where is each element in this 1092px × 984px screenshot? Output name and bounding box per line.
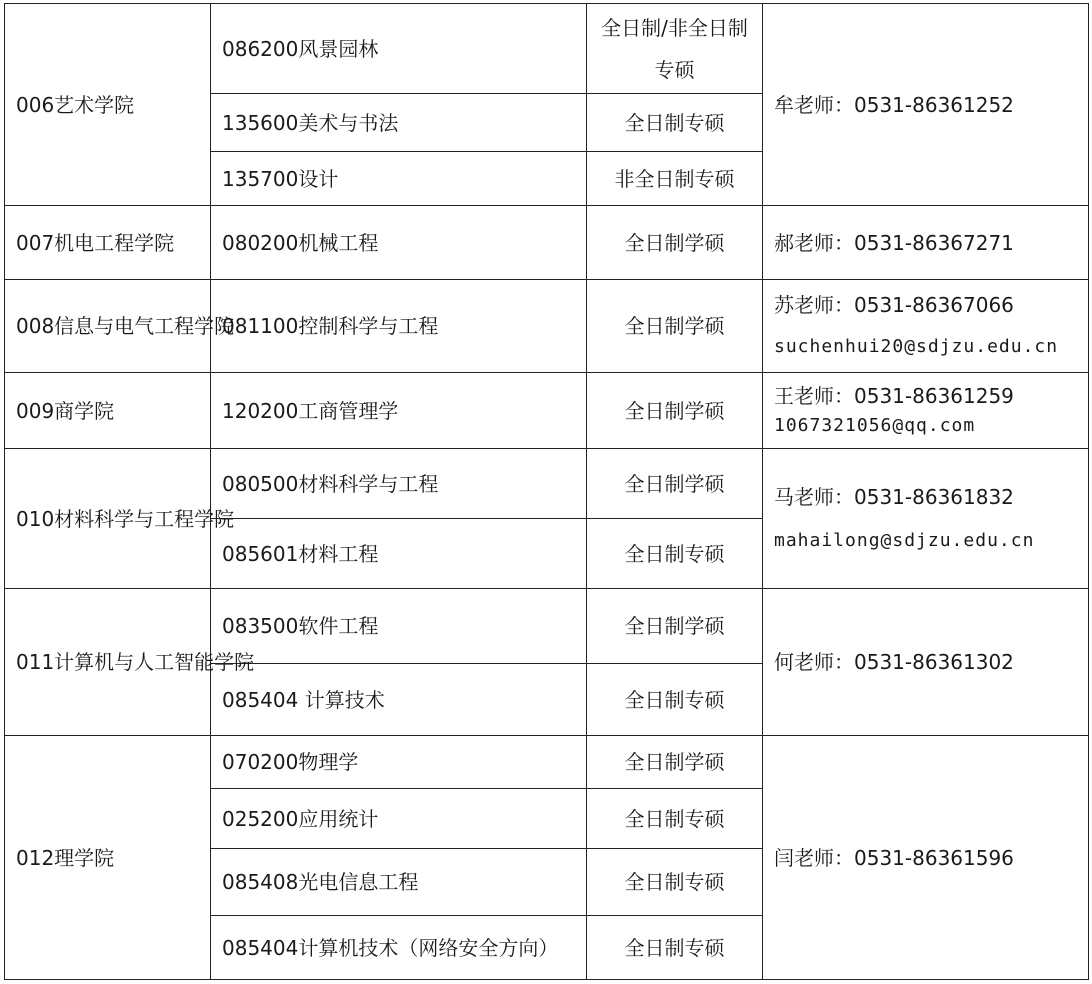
- study-type-cell: 全日制/非全日制专硕: [587, 4, 763, 94]
- study-type-cell: 全日制专硕: [587, 664, 763, 736]
- study-type-cell: 全日制学硕: [587, 373, 763, 449]
- table-row: [5, 4, 1089, 94]
- major-cell: 085408光电信息工程: [211, 849, 587, 916]
- major-cell: 086200风景园林: [211, 4, 587, 94]
- contact-phone: 苏老师：0531-86367066: [774, 293, 1014, 317]
- table-row: [5, 373, 1089, 449]
- table-row: [5, 206, 1089, 280]
- contact-cell: [763, 736, 1089, 980]
- table-row: [5, 449, 1089, 519]
- study-type-cell: 全日制学硕: [587, 736, 763, 789]
- study-type-cell: 全日制专硕: [587, 916, 763, 980]
- contact-cell: [763, 449, 1089, 589]
- college-cell: 008信息与电气工程学院: [5, 280, 211, 373]
- college-cell: 009商学院: [5, 373, 211, 449]
- major-cell: 135700设计: [211, 152, 587, 206]
- table-row: [5, 280, 1089, 373]
- major-cell: 083500软件工程: [211, 589, 587, 664]
- study-type-cell: 全日制专硕: [587, 519, 763, 589]
- contact-phone: 马老师：0531-86361832: [774, 484, 1014, 509]
- major-cell: 070200物理学: [211, 736, 587, 789]
- major-cell: 120200工商管理学: [211, 373, 587, 449]
- contact-email: 1067321056@qq.com: [774, 414, 976, 436]
- contact-email: suchenhui20@sdjzu.edu.cn: [774, 336, 1059, 357]
- major-cell: 085404 计算技术: [211, 664, 587, 736]
- major-cell: 085404计算机技术（网络安全方向）: [211, 916, 587, 980]
- contact-phone: 何老师：0531-86361302: [774, 650, 1014, 674]
- contact-phone: 郝老师：0531-86367271: [774, 230, 1014, 255]
- study-type-cell: 全日制专硕: [587, 849, 763, 916]
- college-cell: 006艺术学院: [5, 4, 211, 206]
- study-type-cell: 全日制专硕: [587, 94, 763, 152]
- contact-phone: 王老师：0531-86361259: [774, 383, 1014, 408]
- major-cell: 135600美术与书法: [211, 94, 587, 152]
- contact-phone: 牟老师：0531-86361252: [774, 92, 1014, 117]
- college-cell: 007机电工程学院: [5, 206, 211, 280]
- major-cell: 025200应用统计: [211, 789, 587, 849]
- table-row: [5, 589, 1089, 664]
- major-cell: 085601材料工程: [211, 519, 587, 589]
- contact-cell: [763, 206, 1089, 280]
- study-type-cell: 全日制专硕: [587, 789, 763, 849]
- contact-email: mahailong@sdjzu.edu.cn: [774, 529, 1035, 551]
- major-cell: 081100控制科学与工程: [211, 280, 587, 373]
- college-cell: 012理学院: [5, 736, 211, 980]
- study-type-cell: 全日制学硕: [587, 206, 763, 280]
- college-cell: 011计算机与人工智能学院: [5, 589, 211, 736]
- contact-cell: [763, 589, 1089, 736]
- contact-phone: 闫老师：0531-86361596: [774, 845, 1014, 870]
- college-cell: 010材料科学与工程学院: [5, 449, 211, 589]
- study-type-cell: 非全日制专硕: [587, 152, 763, 206]
- major-cell: 080500材料科学与工程: [211, 449, 587, 519]
- study-type-cell: 全日制学硕: [587, 280, 763, 373]
- admissions-table: [4, 3, 1089, 980]
- contact-cell: [763, 4, 1089, 206]
- contact-cell: [763, 280, 1089, 373]
- contact-cell: [763, 373, 1089, 449]
- major-cell: 080200机械工程: [211, 206, 587, 280]
- study-type-cell: 全日制学硕: [587, 589, 763, 664]
- study-type-cell: 全日制学硕: [587, 449, 763, 519]
- table-row: [5, 736, 1089, 789]
